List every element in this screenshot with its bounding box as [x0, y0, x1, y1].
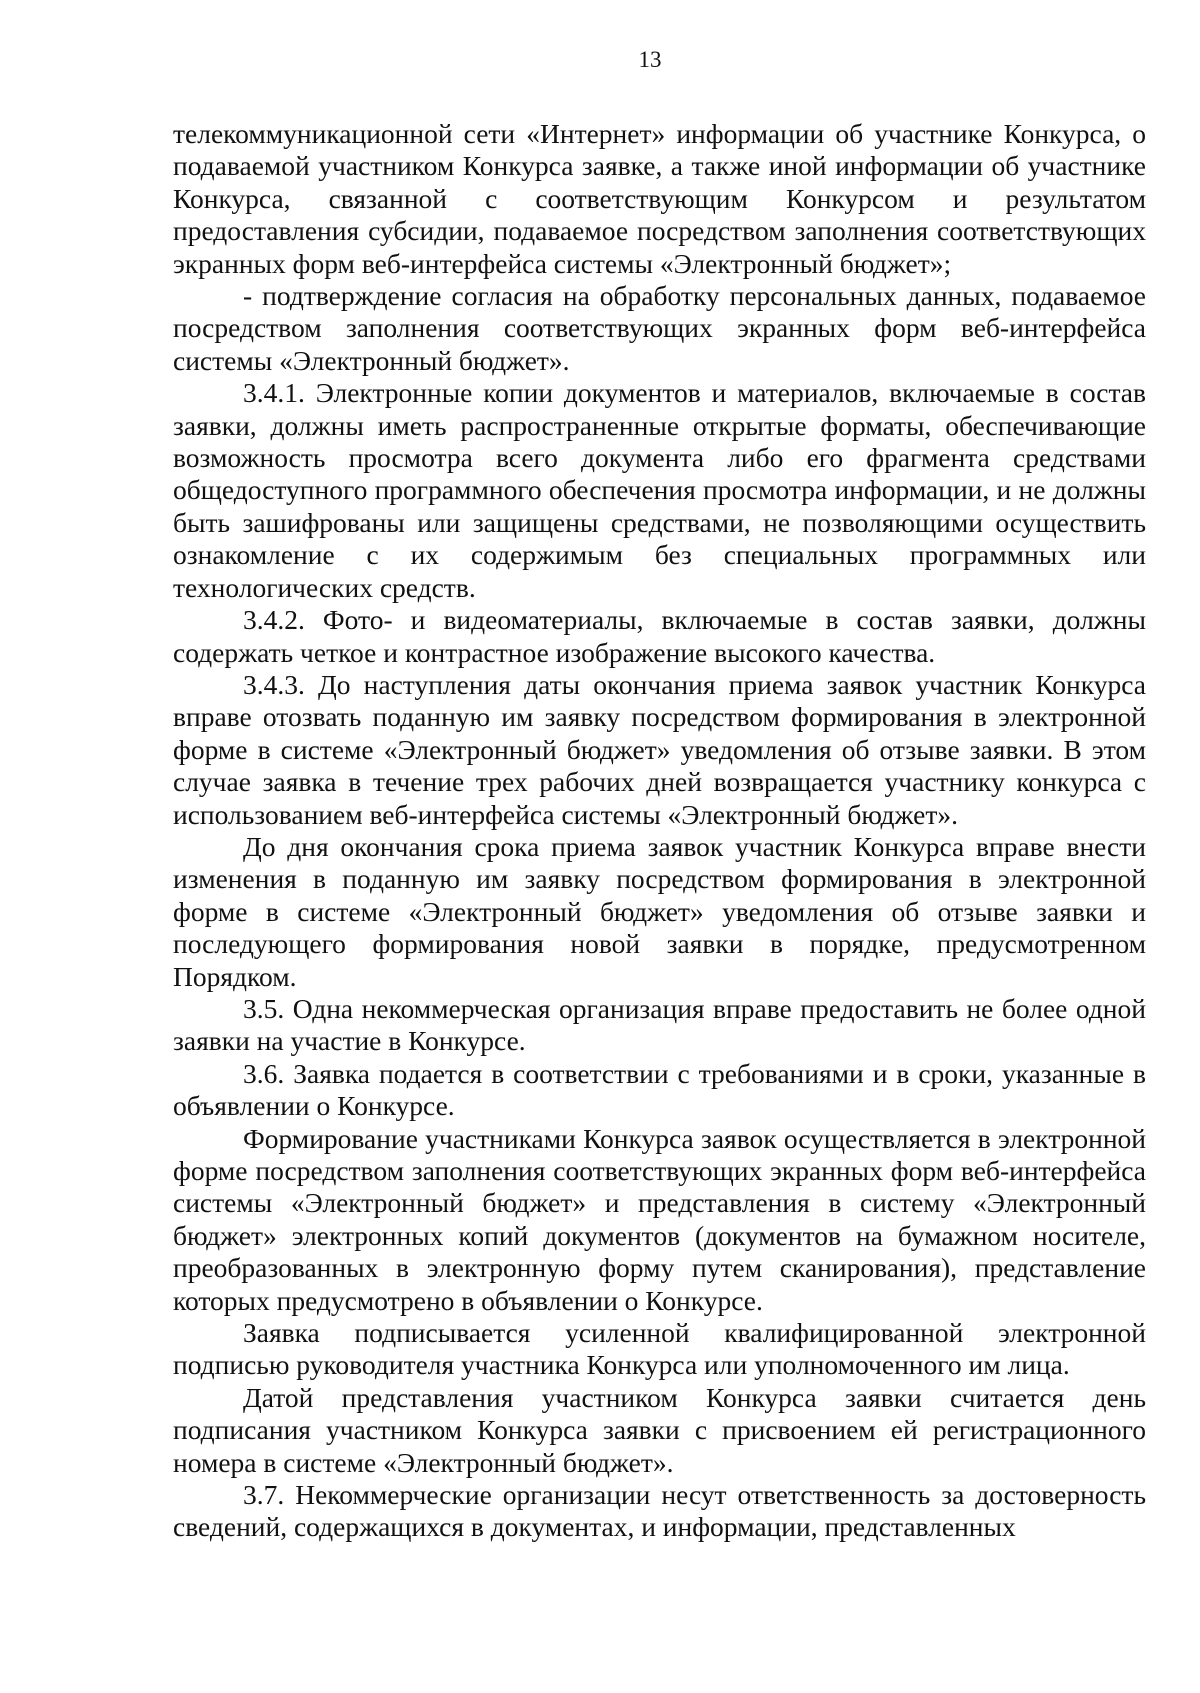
paragraph: 3.7. Некоммерческие организации несут ответственность за достоверность сведений, содержащихся в документах, и информации, представленных [173, 1479, 1146, 1543]
paragraph: Заявка подписывается усиленной квалифицированной электронной подписью руководителя участника Конкурса или уполномоченного им лица. [173, 1317, 1146, 1381]
paragraph: 3.6. Заявка подается в соответствии с требованиями и в сроки, указанные в объявлении о Конкурсе. [173, 1057, 1146, 1122]
paragraph: Датой представления участником Конкурса заявки считается день подписания участником Конкурса заявки с присвоением ей регистрационного номера в системе «Электронный бюджет». [173, 1381, 1146, 1478]
document-body [173, 118, 1146, 1544]
paragraph: - подтверждение согласия на обработку персональных данных, подаваемое посредством заполнения соответствующих экранных форм веб-интерфейса системы «Электронный бюджет». [173, 280, 1146, 376]
paragraph: 3.5. Одна некоммерческая организация вправе предоставить не более одной заявки на участие в Конкурсе. [173, 992, 1146, 1057]
paragraph: 3.4.2. Фото- и видеоматериалы, включаемые в состав заявки, должны содержать четкое и контрастное изображение высокого качества. [173, 604, 1146, 668]
paragraph: телекоммуникационной сети «Интернет» информации об участнике Конкурса, о подаваемой участником Конкурса заявке, а также иной информации об участнике Конкурса, связанной с соответствующим Конкурсом и результатом предоставления субсидии, подаваемое посредством заполнения соответствующих экранных форм веб-интерфейса системы «Электронный бюджет»; [173, 118, 1146, 279]
paragraph: 3.4.3. До наступления даты окончания приема заявок участник Конкурса вправе отозвать поданную им заявку посредством формирования в электронной форме в системе «Электронный бюджет» уведомления об отзыве заявки. В этом случае заявка в течение трех рабочих дней возвращается участнику конкурса с использованием веб-интерфейса системы «Электронный бюджет». [173, 668, 1146, 830]
paragraph: 3.4.1. Электронные копии документов и материалов, включаемые в состав заявки, должны иметь распространенные открытые форматы, обеспечивающие возможность просмотра всего документа либо его фрагмента средствами общедоступного программного обеспечения просмотра информации, и не должны быть зашифрованы или защищены средствами, не позволяющими осуществить ознакомление с их содержимым без специальных программных или технологических средств. [173, 377, 1146, 603]
paragraph: Формирование участниками Конкурса заявок осуществляется в электронной форме посредством заполнения соответствующих экранных форм веб-интерфейса системы «Электронный бюджет» и представления в систему «Электронный бюджет» электронных копий документов (документов на бумажном носителе, преобразованных в электронную форму путем сканирования), представление которых предусмотрено в объявлении о Конкурсе. [173, 1122, 1146, 1316]
paragraph: До дня окончания срока приема заявок участник Конкурса вправе внести изменения в поданную им заявку посредством формирования в электронной форме в системе «Электронный бюджет» уведомления об отзыве заявки и последующего формирования новой заявки в порядке, предусмотренном Порядком. [173, 830, 1146, 992]
page-number: 13 [638, 47, 662, 72]
